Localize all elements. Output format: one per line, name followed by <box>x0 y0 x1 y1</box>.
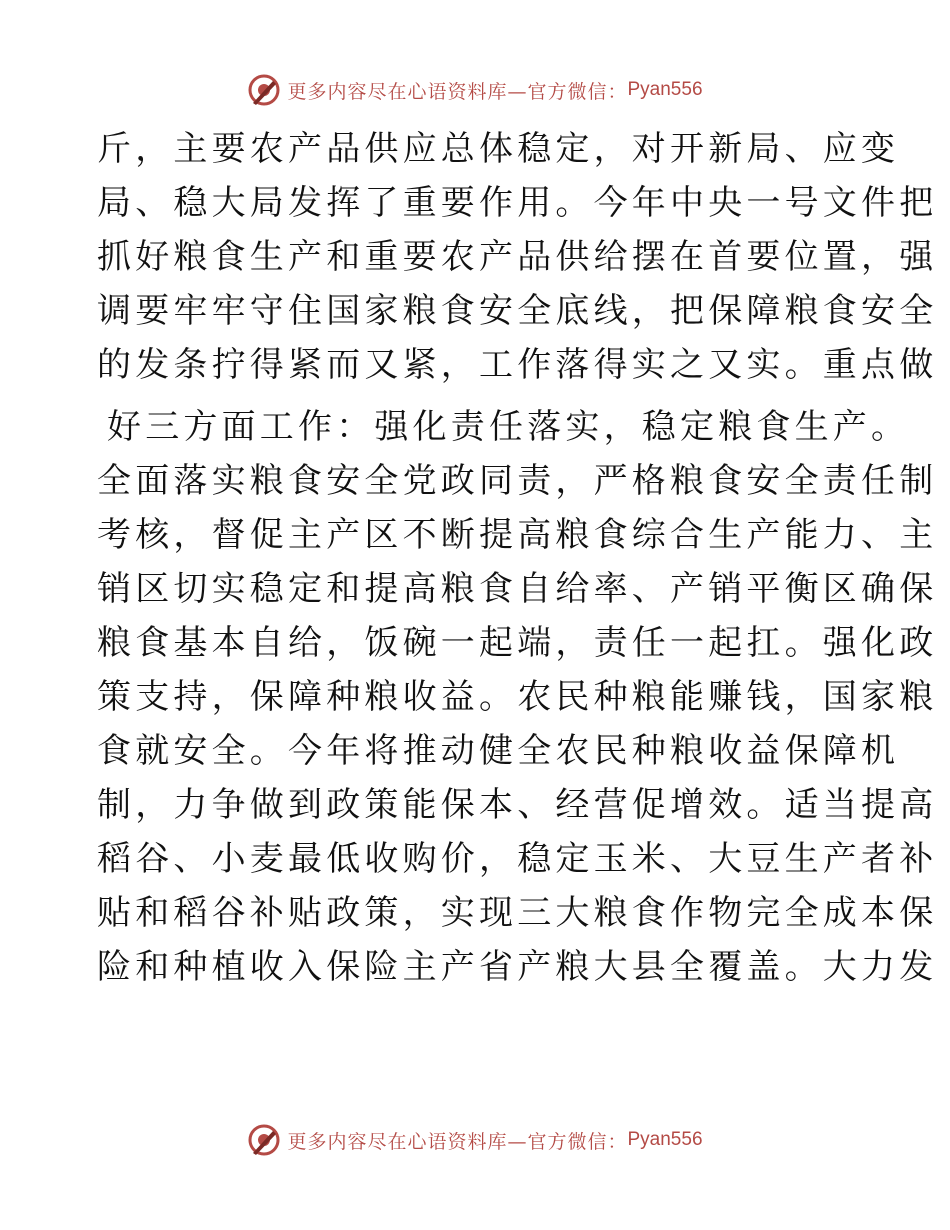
footer-watermark <box>0 1120 950 1160</box>
document-body <box>97 122 938 994</box>
body-line: 粮食基本自给，饭碗一起端，责任一起扛。强化政 <box>97 623 938 663</box>
body-line: 抓好粮食生产和重要农产品供给摆在首要位置，强 <box>97 237 938 277</box>
body-line: 策支持，保障种粮收益。农民种粮能赚钱，国家粮 <box>97 677 938 717</box>
body-line: 险和种植收入保险主产省产粮大县全覆盖。大力发 <box>97 947 938 987</box>
body-line: 制，力争做到政策能保本、经营促增效。适当提高 <box>97 785 938 825</box>
body-line: 稻谷、小麦最低收购价，稳定玉米、大豆生产者补 <box>97 839 938 879</box>
body-line: 贴和稻谷补贴政策，实现三大粮食作物完全成本保 <box>97 893 938 933</box>
body-line: 调要牢牢守住国家粮食安全底线，把保障粮食安全 <box>97 291 938 331</box>
watermark-id: Pyan556 <box>627 79 703 100</box>
pen-logo-icon <box>247 1123 281 1157</box>
watermark-id: Pyan556 <box>627 1129 703 1150</box>
body-line: 销区切实稳定和提高粮食自给率、产销平衡区确保 <box>97 569 938 609</box>
body-line: 的发条拧得紧而又紧，工作落得实之又实。重点做 <box>97 345 938 385</box>
body-line: 局、稳大局发挥了重要作用。今年中央一号文件把 <box>97 183 938 223</box>
header-watermark <box>0 70 950 110</box>
watermark-text: 更多内容尽在心语资料库—官方微信： <box>287 80 628 103</box>
body-line: 食就安全。今年将推动健全农民种粮收益保障机 <box>97 731 900 771</box>
body-line: 全面落实粮食安全党政同责，严格粮食安全责任制 <box>97 461 938 501</box>
body-line: 好三方面工作：强化责任落实，稳定粮食生产。 <box>107 407 910 447</box>
pen-logo-icon <box>247 73 281 107</box>
body-line: 斤，主要农产品供应总体稳定，对开新局、应变 <box>97 129 900 169</box>
body-line: 考核，督促主产区不断提高粮食综合生产能力、主 <box>97 515 938 555</box>
watermark-text: 更多内容尽在心语资料库—官方微信： <box>287 1130 628 1153</box>
